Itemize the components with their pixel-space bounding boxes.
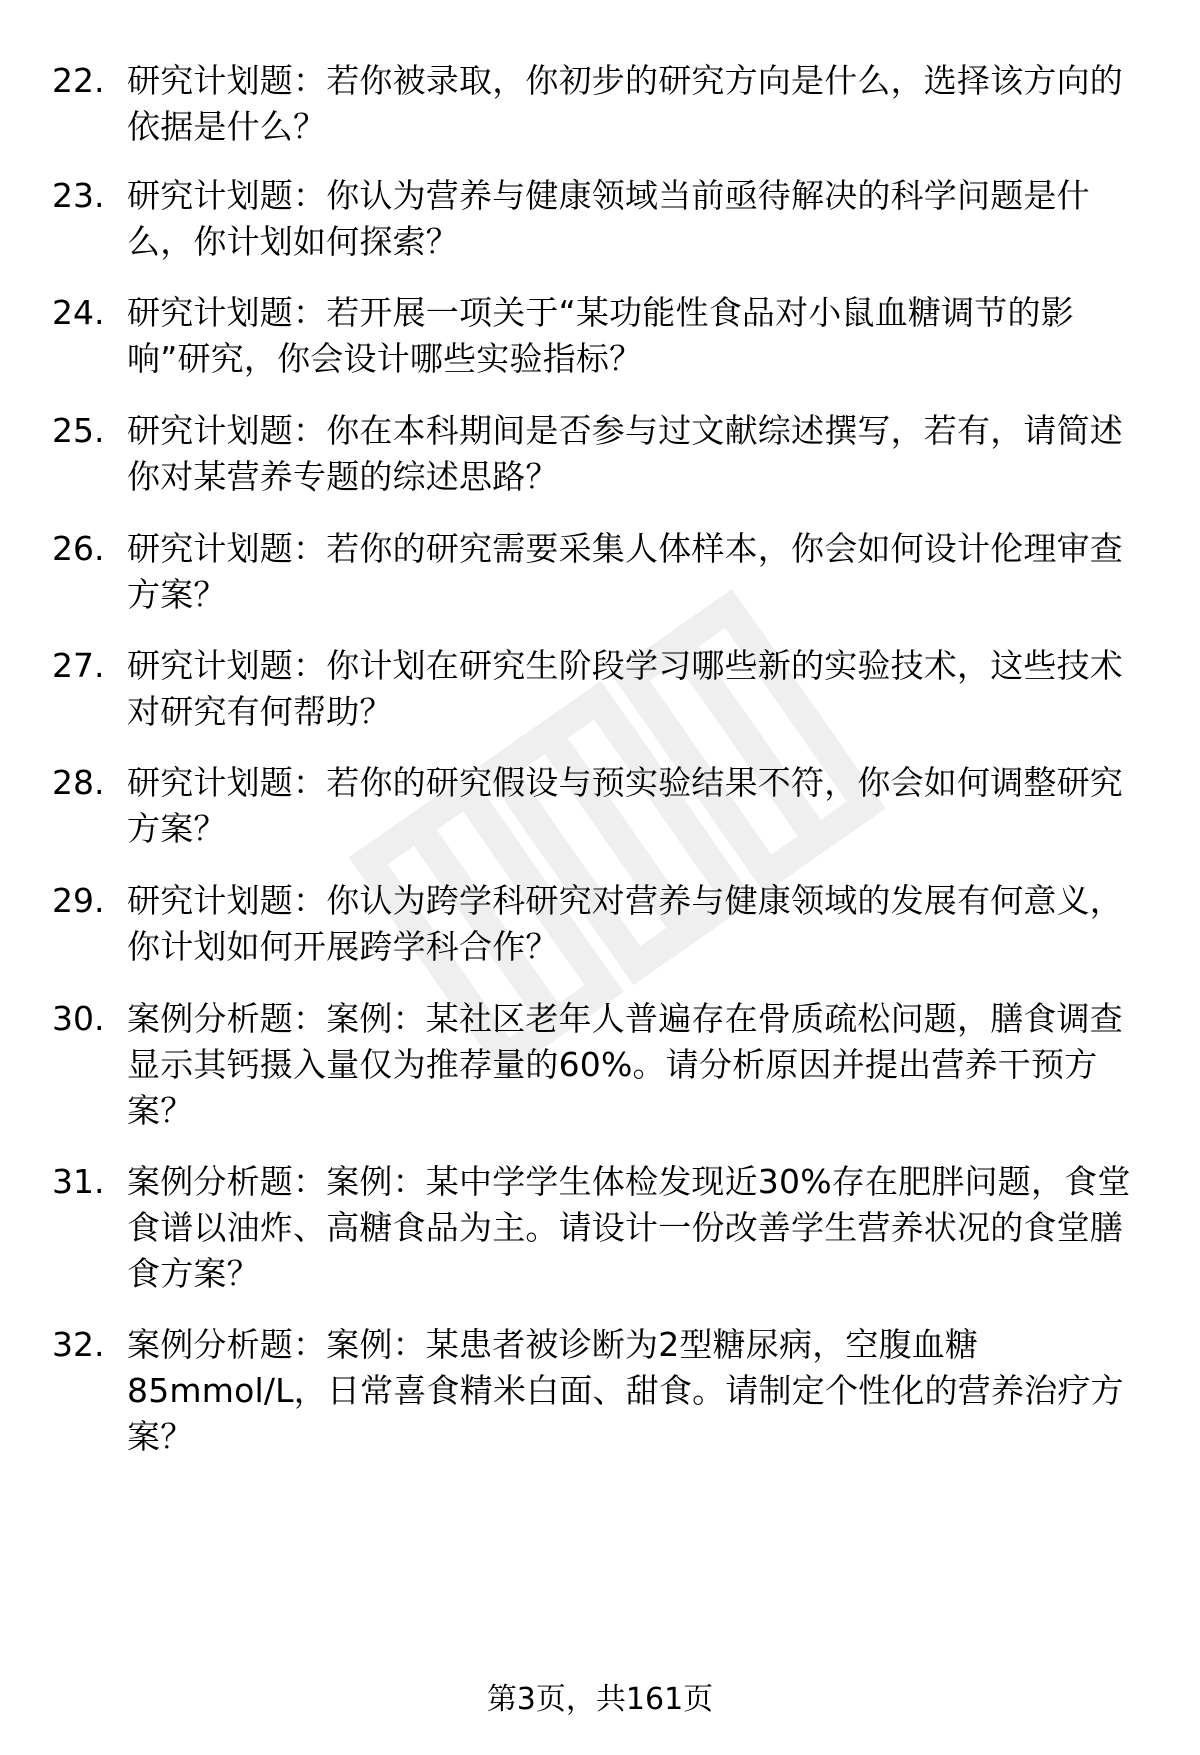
question-text: 案例分析题：案例：某中学学生体检发现近30%存在肥胖问题，食堂食谱以油炸、高糖食品为主。请设计一份改善学生营养状况的食堂膳食方案？ xyxy=(127,1162,1131,1293)
question-number: 29. xyxy=(52,881,105,920)
question-text: 研究计划题：若开展一项关于“某功能性食品对小鼠血糖调节的影响”研究，你会设计哪些实验指标？ xyxy=(127,293,1074,378)
question-text: 研究计划题：你计划在研究生阶段学习哪些新的实验技术，这些技术对研究有何帮助？ xyxy=(127,646,1123,731)
question-number: 31. xyxy=(52,1162,105,1201)
question-number: 28. xyxy=(52,763,105,802)
question-text: 研究计划题：你认为跨学科研究对营养与健康领域的发展有何意义，你计划如何开展跨学科合作？ xyxy=(127,881,1123,966)
question-text: 研究计划题：若你的研究需要采集人体样本，你会如何设计伦理审查方案？ xyxy=(127,529,1123,614)
question-number: 30. xyxy=(52,999,105,1038)
question-text: 案例分析题：案例：某社区老年人普遍存在骨质疏松问题，膳食调查显示其钙摄入量仅为推荐量的60%。请分析原因并提出营养干预方案？ xyxy=(127,999,1123,1130)
question-text: 研究计划题：若你被录取，你初步的研究方向是什么，选择该方向的依据是什么？ xyxy=(127,61,1123,146)
page-footer: 第3页，共161页 xyxy=(486,1682,714,1717)
question-number: 26. xyxy=(52,529,105,568)
question-number: 23. xyxy=(52,176,105,215)
question-number: 25. xyxy=(52,411,105,450)
question-text: 研究计划题：你在本科期间是否参与过文献综述撰写，若有，请简述你对某营养专题的综述思路？ xyxy=(127,411,1123,496)
question-text: 研究计划题：你认为营养与健康领域当前亟待解决的科学问题是什么，你计划如何探索？ xyxy=(127,176,1090,261)
question-text: 研究计划题：若你的研究假设与预实验结果不符，你会如何调整研究方案？ xyxy=(127,763,1123,848)
question-text: 案例分析题：案例：某患者被诊断为2型糖尿病，空腹血糖85mmol/L，日常喜食精米白面、甜食。请制定个性化的营养治疗方案？ xyxy=(127,1325,1124,1456)
question-number: 27. xyxy=(52,646,105,685)
question-number: 32. xyxy=(52,1325,105,1364)
question-number: 22. xyxy=(52,61,105,100)
question-number: 24. xyxy=(52,293,105,332)
